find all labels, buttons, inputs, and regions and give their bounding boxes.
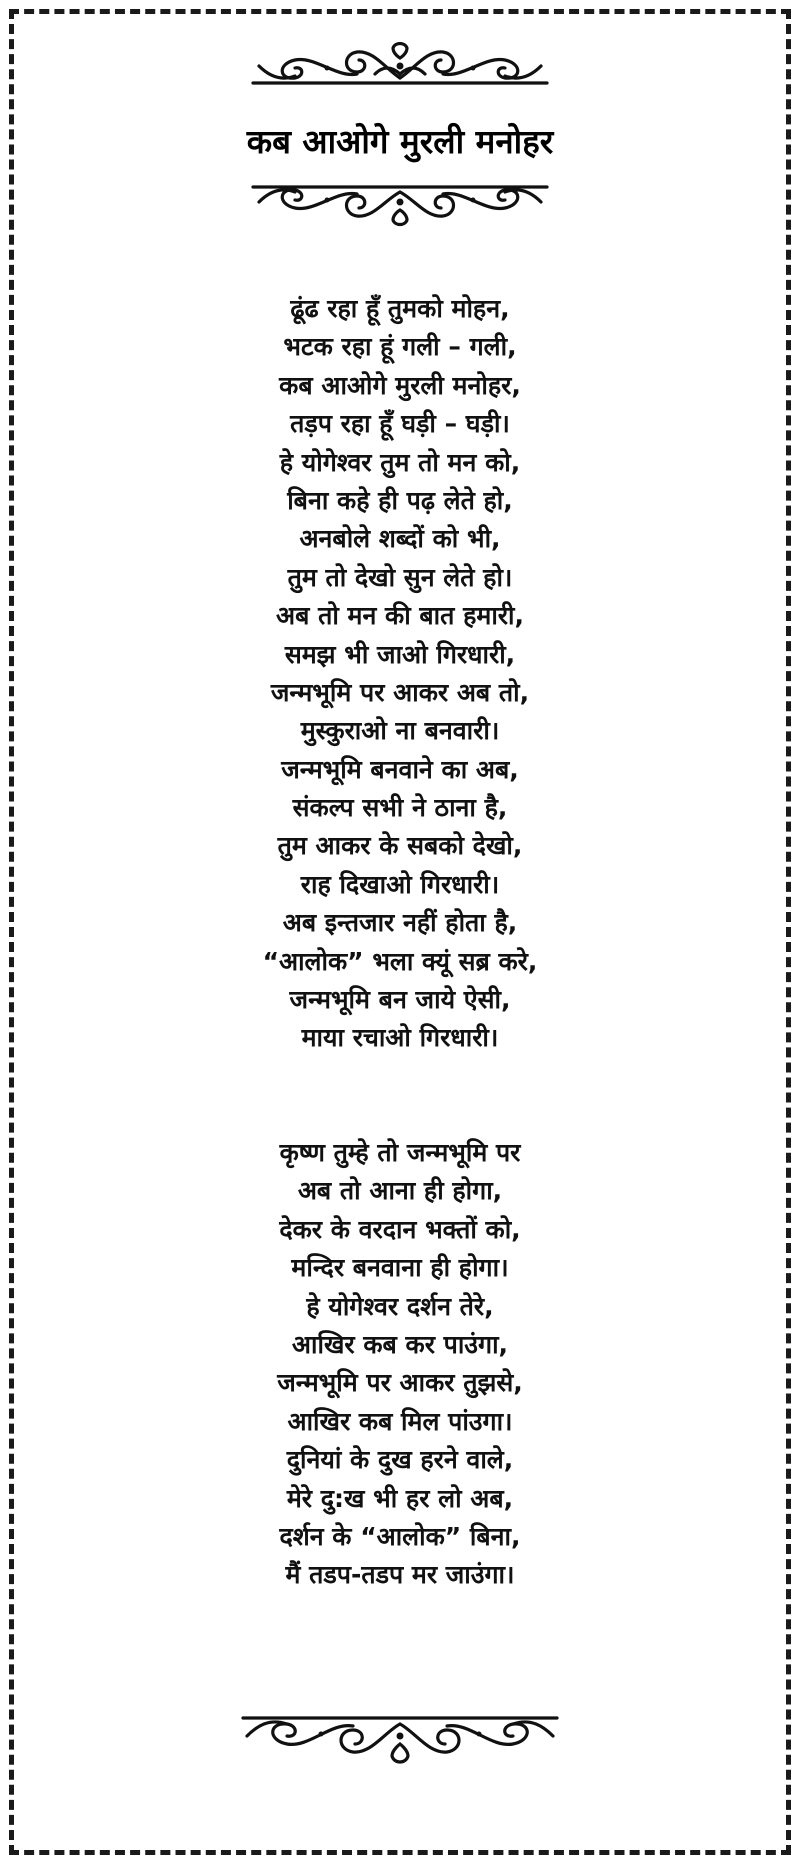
bottom-flourish-ornament [235, 1712, 565, 1770]
stanza-1 [0, 290, 800, 1058]
verse-line: अनबोले शब्दों को भी, [299, 524, 501, 554]
verse-line: जन्मभूमि पर आकर अब तो, [270, 677, 530, 707]
verse-line: तुम तो देखो सुन लेते हो। [287, 562, 513, 592]
verse-line: जन्मभूमि बनवाने का अब, [281, 754, 519, 784]
verse-line: अब इन्तजार नहीं होता है, [282, 908, 518, 938]
poem-title: कब आओगे मुरली मनोहर [246, 122, 554, 161]
verse-line: दर्शन के “आलोक” बिना, [279, 1521, 521, 1551]
stanza-2 [0, 1134, 800, 1595]
verse-line: राह दिखाओ गिरधारी। [300, 869, 500, 899]
verse-line: माया रचाओ गिरधारी। [301, 1023, 499, 1053]
verse-line: हे योगेश्वर तुम तो मन को, [279, 447, 521, 477]
verse-line: देकर के वरदान भक्तों को, [279, 1214, 521, 1244]
verse-line: समझ भी जाओ गिरधारी, [284, 639, 516, 669]
verse-line: मैं तडप-तडप मर जाउंगा। [285, 1560, 515, 1590]
verse-line: अब तो मन की बात हमारी, [275, 601, 525, 631]
verse-line: भटक रहा हूं गली – गली, [283, 332, 517, 362]
verse-line: मेरे दु:ख भी हर लो अब, [286, 1483, 514, 1513]
verse-line: तड़प रहा हूँ घड़ी – घड़ी। [290, 409, 510, 439]
verse-line: मुस्कुराओ ना बनवारी। [300, 716, 500, 746]
verse-line: आखिर कब मिल पांउगा। [287, 1406, 513, 1436]
verse-line: जन्मभूमि पर आकर तुझसे, [277, 1368, 523, 1398]
verse-line: कृष्ण तुम्हे तो जन्मभूमि पर [279, 1138, 521, 1167]
verse-line: मन्दिर बनवाना ही होगा। [291, 1253, 509, 1283]
verse-line: जन्मभूमि बन जाये ऐसी, [289, 985, 511, 1015]
verse-line: आखिर कब कर पाउंगा, [291, 1329, 509, 1359]
top-flourish-ornament [245, 38, 555, 90]
verse-line: अब तो आना ही होगा, [297, 1176, 503, 1206]
middle-flourish-ornament [245, 182, 555, 228]
verse-line: दुनियां के दुख हरने वाले, [286, 1445, 514, 1475]
verse-line: हे योगेश्वर दर्शन तेरे, [306, 1291, 494, 1321]
verse-line: कब आओगे मुरली मनोहर, [279, 370, 521, 400]
verse-line: “आलोक” भला क्यूं सब्र करे, [262, 946, 538, 976]
verse-line: ढूंढ रहा हूँ तुमको मोहन, [290, 294, 510, 323]
verse-line: बिना कहे ही पढ़ लेते हो, [287, 485, 513, 515]
verse-line: तुम आकर के सबको देखो, [277, 831, 523, 861]
verse-line: संकल्प सभी ने ठाना है, [292, 793, 508, 823]
